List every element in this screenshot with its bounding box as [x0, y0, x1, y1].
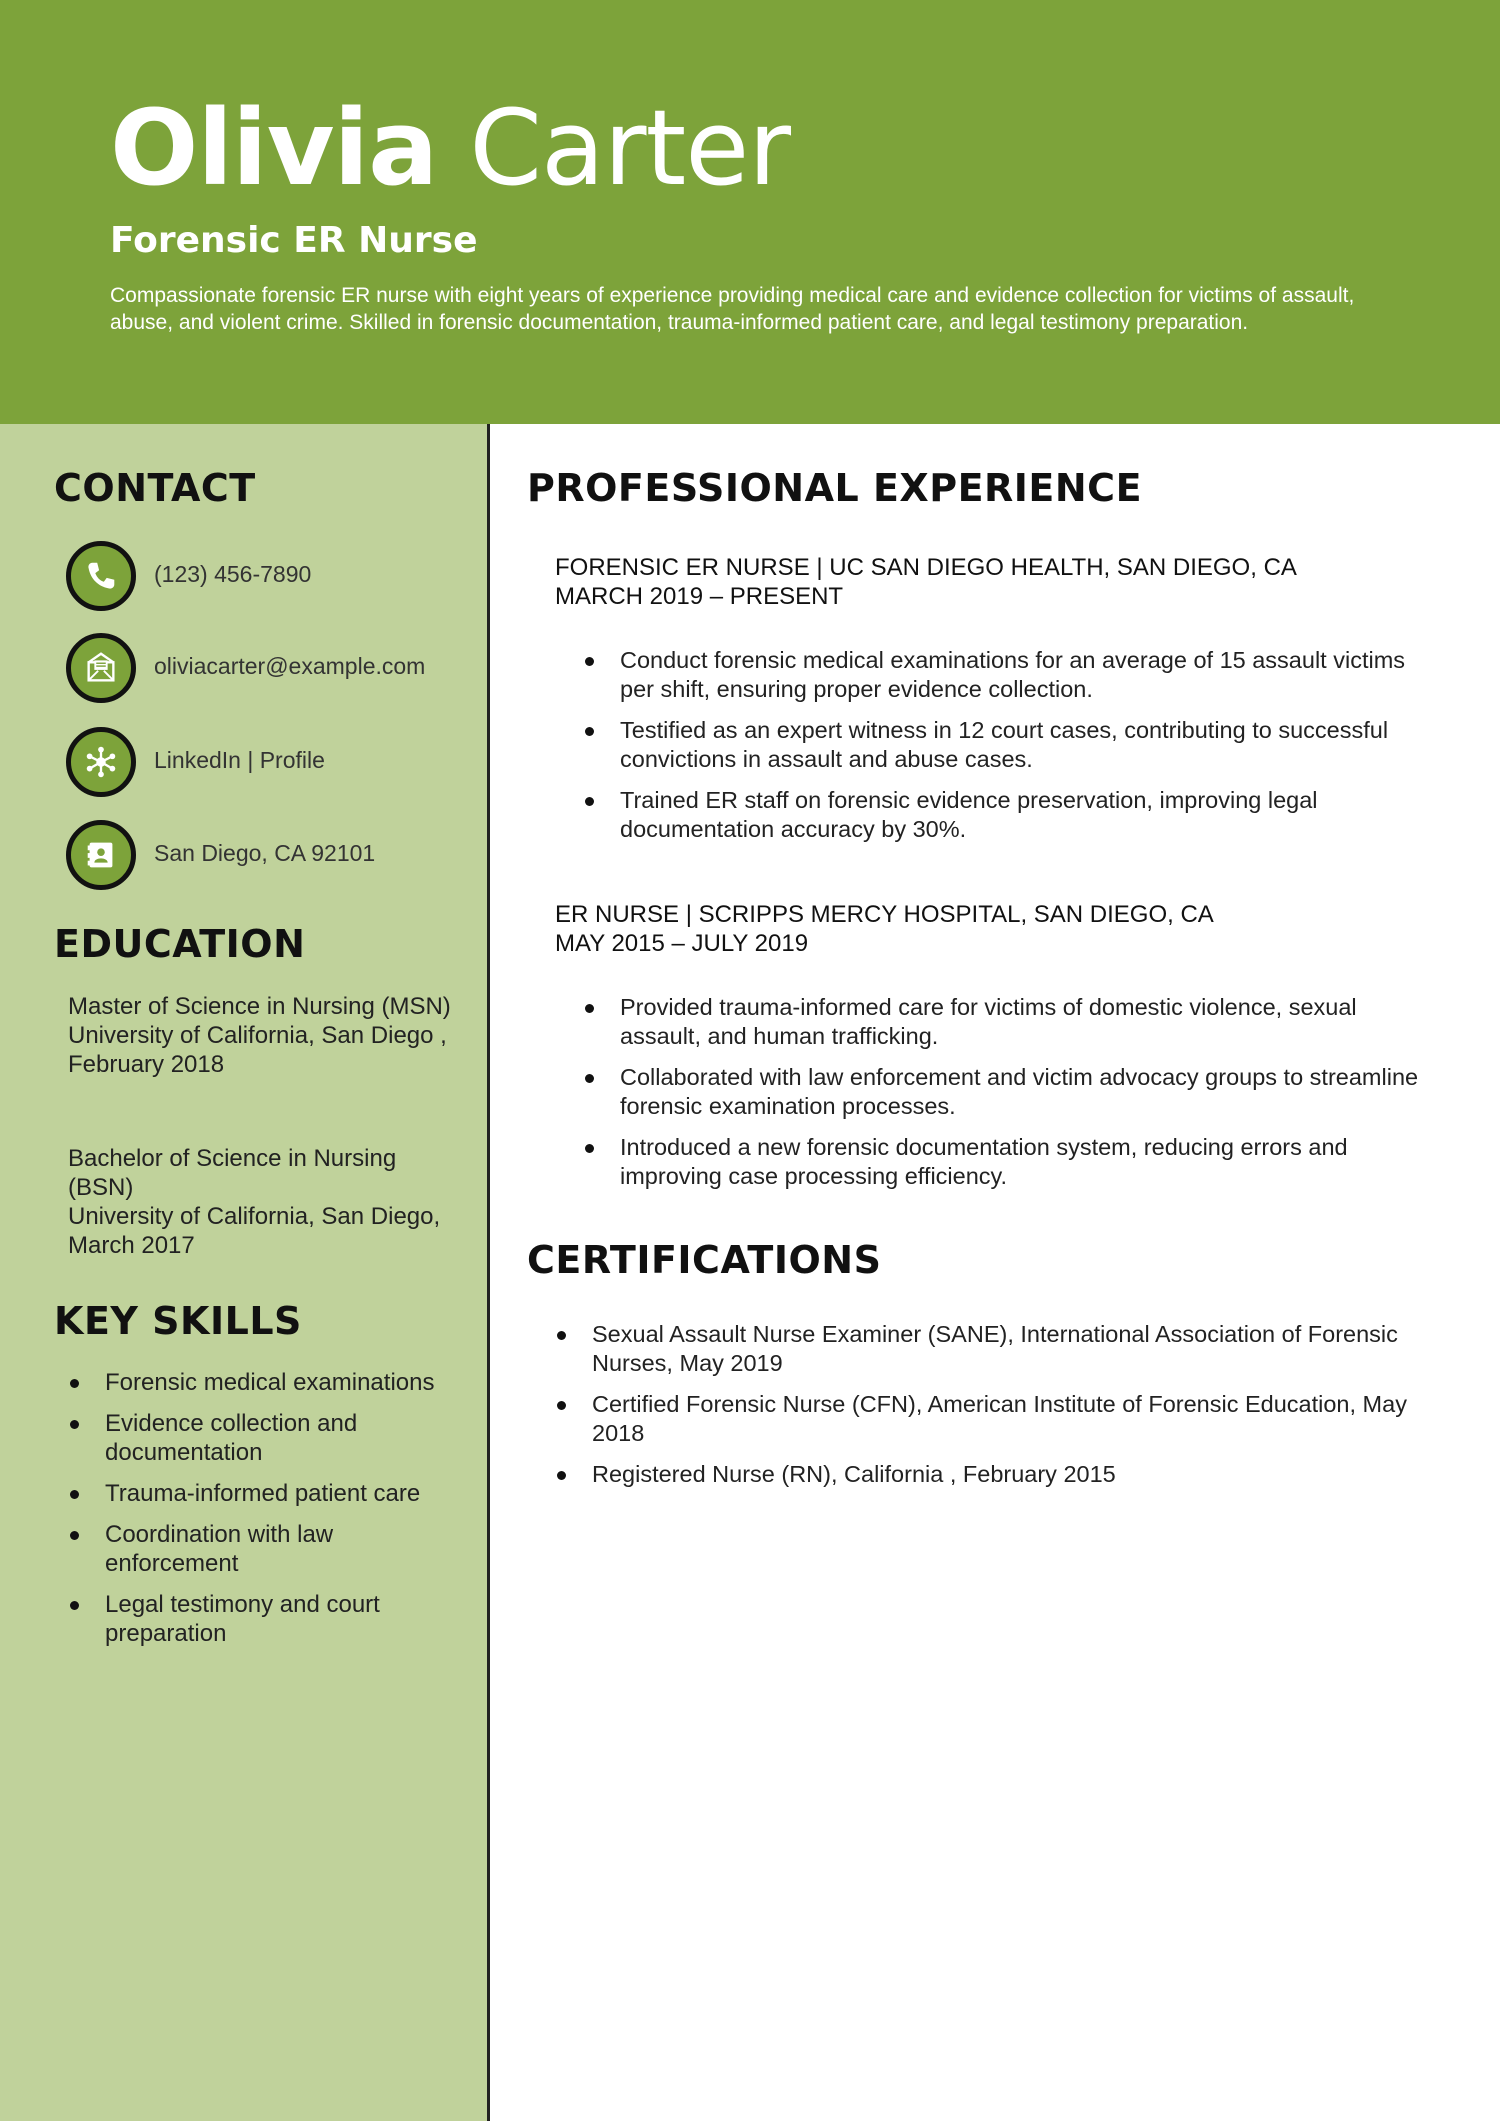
job-dates: MARCH 2019 – PRESENT — [555, 583, 844, 610]
experience-heading: PROFESSIONAL EXPERIENCE — [527, 466, 1143, 510]
contact-linkedin — [66, 727, 486, 797]
phone-icon — [66, 541, 136, 611]
job-header — [555, 900, 1214, 958]
job-bullet: Testified as an expert witness in 12 court cases, contributing to successful convictions in assault and abuse cases. — [582, 716, 1442, 774]
contact-phone — [66, 541, 486, 611]
candidate-name — [110, 88, 790, 208]
degree: Bachelor of Science in Nursing (BSN) — [68, 1145, 397, 1201]
address-card-icon — [66, 820, 136, 890]
phone-text[interactable]: (123) 456-7890 — [154, 561, 312, 587]
job-bullet: Provided trauma-informed care for victims of domestic violence, sexual assault, and human trafficking. — [582, 993, 1442, 1051]
linkedin-text[interactable]: LinkedIn | Profile — [154, 747, 325, 773]
network-icon — [66, 727, 136, 797]
skill-item: Trauma-informed patient care — [68, 1479, 468, 1508]
contact-email — [66, 633, 486, 703]
envelope-icon — [66, 633, 136, 703]
job-bullets — [582, 993, 1442, 1203]
job-bullet: Conduct forensic medical examinations for an average of 15 assault victims per shift, ensuring proper evidence collection. — [582, 646, 1442, 704]
email-text[interactable]: oliviacarter@example.com — [154, 653, 426, 679]
school: University of California, San Diego , February 2018 — [68, 1022, 447, 1078]
education-heading: EDUCATION — [54, 922, 306, 966]
contact-heading: CONTACT — [54, 466, 256, 510]
skill-item: Coordination with law enforcement — [68, 1520, 468, 1578]
header-banner — [0, 0, 1500, 424]
education-entry — [68, 992, 468, 1079]
skill-item: Evidence collection and documentation — [68, 1409, 468, 1467]
certification-item: Registered Nurse (RN), California , February 2015 — [554, 1460, 1414, 1489]
certifications-heading: CERTIFICATIONS — [527, 1238, 882, 1282]
skills-heading: KEY SKILLS — [54, 1299, 302, 1343]
profile-summary: Compassionate forensic ER nurse with eight years of experience providing medical care and evidence collection for victims of assault, abuse, and violent crime. Skilled in forensic documentation, trauma-informed patient care, and legal testimony preparation. — [110, 284, 1355, 334]
contact-location — [66, 820, 486, 890]
location-text: San Diego, CA 92101 — [154, 840, 376, 866]
skills-list — [68, 1368, 468, 1660]
education-entry — [68, 1144, 468, 1260]
certification-item: Sexual Assault Nurse Examiner (SANE), International Association of Forensic Nurses, May 2019 — [554, 1320, 1414, 1378]
job-header — [555, 553, 1297, 611]
job-bullet: Trained ER staff on forensic evidence preservation, improving legal documentation accuracy by 30%. — [582, 786, 1442, 844]
degree: Master of Science in Nursing (MSN) — [68, 993, 451, 1020]
certification-item: Certified Forensic Nurse (CFN), American Institute of Forensic Education, May 2018 — [554, 1390, 1414, 1448]
job-title: Forensic ER Nurse — [110, 220, 478, 261]
certifications-list — [554, 1320, 1414, 1501]
skill-item: Legal testimony and court preparation — [68, 1590, 468, 1648]
school: University of California, San Diego, March 2017 — [68, 1203, 441, 1259]
job-bullet: Introduced a new forensic documentation system, reducing errors and improving case processing efficiency. — [582, 1133, 1442, 1191]
first-name: Olivia — [110, 87, 438, 209]
job-role-line: ER NURSE | SCRIPPS MERCY HOSPITAL, SAN DIEGO, CA — [555, 901, 1214, 928]
last-name: Carter — [469, 87, 791, 209]
job-bullet: Collaborated with law enforcement and victim advocacy groups to streamline forensic examination processes. — [582, 1063, 1442, 1121]
job-dates: MAY 2015 – JULY 2019 — [555, 930, 809, 957]
job-bullets — [582, 646, 1442, 856]
job-role-line: FORENSIC ER NURSE | UC SAN DIEGO HEALTH, SAN DIEGO, CA — [555, 554, 1297, 581]
skill-item: Forensic medical examinations — [68, 1368, 468, 1397]
